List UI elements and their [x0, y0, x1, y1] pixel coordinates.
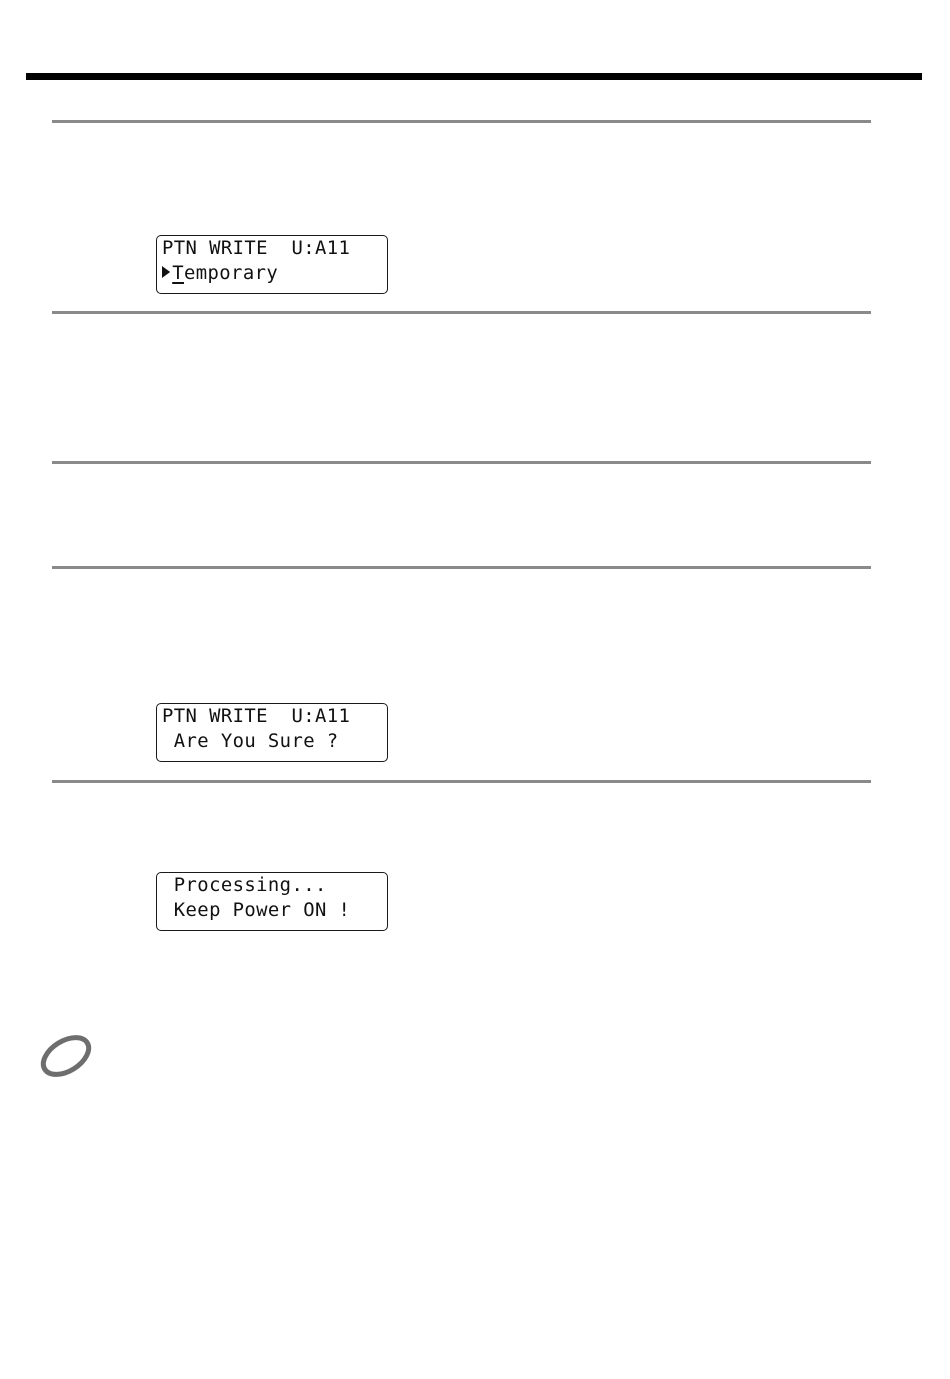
lcd-line-1: PTN WRITE U:A11: [162, 238, 351, 259]
memo-icon: [38, 1034, 94, 1078]
lcd-cursor-char: T: [172, 263, 184, 284]
step-divider-2: [52, 311, 871, 314]
header-bar: [26, 73, 922, 80]
lcd-line-2: Keep Power ON !: [162, 900, 351, 921]
step-divider-1: [52, 120, 871, 123]
lcd-display-ptn-write: [156, 235, 388, 294]
lcd-display-processing: [156, 872, 388, 931]
lcd-line-1: PTN WRITE U:A11: [162, 706, 351, 727]
step-divider-5: [52, 780, 871, 783]
lcd-display-confirm: [156, 703, 388, 762]
step-divider-3: [52, 461, 871, 464]
lcd-line-2-text: emporary: [183, 263, 279, 284]
cursor-arrow-icon: [162, 266, 170, 278]
lcd-line-1: Processing...: [162, 875, 327, 896]
step-divider-4: [52, 566, 871, 569]
lcd-line-2: Are You Sure ?: [162, 731, 339, 752]
lcd-line-2: [162, 263, 278, 285]
